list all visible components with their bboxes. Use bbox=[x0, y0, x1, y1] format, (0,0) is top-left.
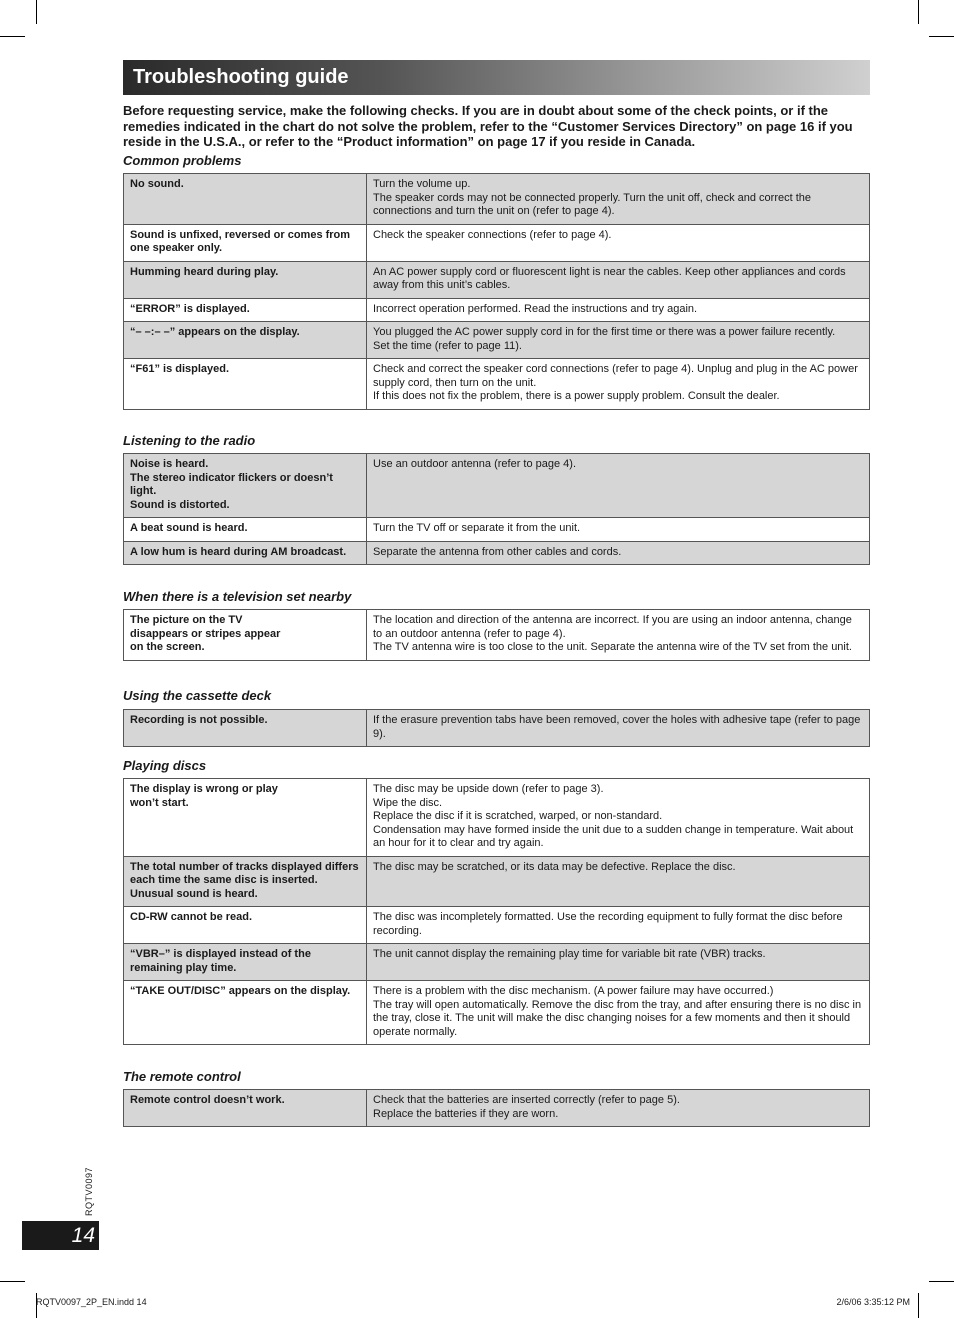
troubleshooting-table bbox=[123, 453, 870, 565]
section-title: The remote control bbox=[123, 1069, 241, 1084]
remedy-text: The location and direction of the antenna are incorrect. If you are using an indoor antenna, change to an outdoor antenna (refer to page 4). bbox=[373, 614, 852, 640]
problem-text: Unusual sound is heard. bbox=[130, 887, 258, 900]
section-title: Using the cassette deck bbox=[123, 688, 272, 703]
page-title: Troubleshooting guide bbox=[123, 60, 870, 95]
problem-text: “ERROR” is displayed. bbox=[130, 302, 250, 315]
remedy-text: Turn the volume up. bbox=[373, 178, 471, 190]
troubleshooting-table bbox=[123, 1089, 870, 1127]
problem-text: “– –:– –” appears on the display. bbox=[130, 326, 300, 338]
problem-cell bbox=[124, 454, 367, 518]
footer-file-name: RQTV0097_2P_EN.indd 14 bbox=[36, 1297, 147, 1307]
table-row bbox=[124, 261, 870, 298]
footer-timestamp: 2/6/06 3:35:12 PM bbox=[836, 1297, 910, 1307]
problem-text: The total number of tracks displayed differs each time the same disc is inserted. bbox=[130, 860, 359, 886]
remedy-text: Check that the batteries are inserted correctly (refer to page 5). bbox=[373, 1094, 680, 1106]
remedy-text: Condensation may have formed inside the unit due to a sudden change in temperature. Wait about an hour for it to clear and try again. bbox=[373, 823, 854, 849]
remedy-cell bbox=[367, 1090, 870, 1127]
troubleshooting-table bbox=[123, 609, 870, 661]
remedy-cell bbox=[367, 454, 870, 518]
problem-text: CD-RW cannot be read. bbox=[130, 911, 253, 923]
remedy-cell bbox=[367, 610, 870, 661]
problem-text: Humming heard during play. bbox=[130, 265, 279, 278]
remedy-cell bbox=[367, 907, 870, 944]
section-title: Listening to the radio bbox=[123, 433, 256, 448]
remedy-cell bbox=[367, 710, 870, 747]
table-row bbox=[124, 174, 870, 225]
remedy-text: Check the speaker connections (refer to page 4). bbox=[373, 228, 612, 241]
problem-cell bbox=[124, 779, 367, 857]
problem-cell bbox=[124, 298, 367, 322]
remedy-cell bbox=[367, 981, 870, 1045]
table-row bbox=[124, 541, 870, 565]
problem-cell bbox=[124, 710, 367, 747]
remedy-text: The disc may be upside down (refer to page 3). bbox=[373, 783, 604, 795]
problem-text: The picture on the TV bbox=[130, 614, 243, 626]
table-row bbox=[124, 1090, 870, 1127]
problem-text: Noise is heard. bbox=[130, 458, 209, 470]
problem-cell bbox=[124, 907, 367, 944]
crop-mark bbox=[929, 1281, 954, 1282]
problem-cell bbox=[124, 174, 367, 225]
remedy-cell bbox=[367, 518, 870, 542]
table-row bbox=[124, 856, 870, 907]
remedy-text: The disc was incompletely formatted. Use the recording equipment to fully format the disc before recording. bbox=[373, 911, 843, 937]
section-title: Common problems bbox=[123, 153, 242, 168]
problem-text: disappears or stripes appear bbox=[130, 627, 281, 640]
remedy-text: Check and correct the speaker cord connections (refer to page 4). Unplug and plug in the AC power supply cord, then turn on the unit. bbox=[373, 363, 858, 389]
remedy-cell bbox=[367, 359, 870, 410]
crop-mark bbox=[918, 1293, 919, 1318]
problem-cell bbox=[124, 518, 367, 542]
remedy-text: Replace the batteries if they are worn. bbox=[373, 1107, 559, 1120]
remedy-text: Replace the disc if it is scratched, warped, or non-standard. bbox=[373, 810, 663, 822]
problem-cell bbox=[124, 610, 367, 661]
troubleshooting-table bbox=[123, 709, 870, 747]
table-row bbox=[124, 224, 870, 261]
table-row bbox=[124, 907, 870, 944]
remedy-cell bbox=[367, 322, 870, 359]
problem-cell bbox=[124, 856, 367, 907]
remedy-text: The tray will open automatically. Remove the disc from the tray, and after ensuring there is no disc in the tray, close it. The unit will make the disc changing noises for a few moments and then it should operate normally. bbox=[373, 998, 862, 1038]
problem-cell bbox=[124, 1090, 367, 1127]
remedy-cell bbox=[367, 224, 870, 261]
problem-cell bbox=[124, 359, 367, 410]
table-row bbox=[124, 944, 870, 981]
section-title: When there is a television set nearby bbox=[123, 589, 352, 604]
crop-mark bbox=[0, 36, 25, 37]
table-row bbox=[124, 298, 870, 322]
page-number: 14 bbox=[22, 1221, 99, 1250]
problem-text: Remote control doesn’t work. bbox=[130, 1094, 285, 1106]
document-code: RQTV0097 bbox=[84, 1166, 94, 1216]
table-row bbox=[124, 359, 870, 410]
remedy-cell bbox=[367, 944, 870, 981]
problem-cell bbox=[124, 944, 367, 981]
crop-mark bbox=[918, 0, 919, 24]
problem-text: won’t start. bbox=[130, 796, 189, 809]
problem-text: No sound. bbox=[130, 178, 184, 190]
table-row bbox=[124, 454, 870, 518]
problem-cell bbox=[124, 261, 367, 298]
troubleshooting-table bbox=[123, 173, 870, 410]
table-row bbox=[124, 779, 870, 857]
problem-cell bbox=[124, 541, 367, 565]
table-row bbox=[124, 981, 870, 1045]
remedy-text: The unit cannot display the remaining play time for variable bit rate (VBR) tracks. bbox=[373, 948, 766, 960]
remedy-text: Use an outdoor antenna (refer to page 4). bbox=[373, 458, 577, 470]
table-row bbox=[124, 322, 870, 359]
remedy-text: Set the time (refer to page 11). bbox=[373, 339, 522, 352]
section-title: Playing discs bbox=[123, 758, 207, 773]
remedy-text: The TV antenna wire is too close to the unit. Separate the antenna wire of the TV set from the unit. bbox=[373, 641, 852, 653]
remedy-cell bbox=[367, 174, 870, 225]
remedy-text: There is a problem with the disc mechanism. (A power failure may have occurred.) bbox=[373, 985, 774, 997]
remedy-text: Wipe the disc. bbox=[373, 796, 443, 809]
problem-text: “TAKE OUT/DISC” appears on the display. bbox=[130, 985, 351, 997]
problem-cell bbox=[124, 981, 367, 1045]
remedy-text: Separate the antenna from other cables and cords. bbox=[373, 545, 622, 558]
problem-text: on the screen. bbox=[130, 641, 205, 653]
remedy-text: An AC power supply cord or fluorescent light is near the cables. Keep other appliances and cords away from this unit’s cables. bbox=[373, 265, 846, 291]
problem-text: A low hum is heard during AM broadcast. bbox=[130, 545, 347, 558]
problem-text: Recording is not possible. bbox=[130, 714, 268, 726]
problem-cell bbox=[124, 322, 367, 359]
problem-text: A beat sound is heard. bbox=[130, 522, 248, 534]
problem-text: “VBR–” is displayed instead of the remaining play time. bbox=[130, 948, 311, 974]
remedy-text: If this does not fix the problem, there is a power supply problem. Consult the dealer. bbox=[373, 390, 780, 402]
problem-text: Sound is unfixed, reversed or comes from one speaker only. bbox=[130, 228, 351, 254]
crop-mark bbox=[0, 1281, 25, 1282]
problem-text: “F61” is displayed. bbox=[130, 363, 230, 375]
problem-cell bbox=[124, 224, 367, 261]
remedy-text: If the erasure prevention tabs have been removed, cover the holes with adhesive tape (refer to page 9). bbox=[373, 714, 861, 740]
remedy-cell bbox=[367, 541, 870, 565]
remedy-text: You plugged the AC power supply cord in for the first time or there was a power failure recently. bbox=[373, 326, 836, 338]
remedy-text: The speaker cords may not be connected properly. Turn the unit off, check and correct the connections and turn the unit on (refer to page 4). bbox=[373, 191, 812, 217]
problem-text: The stereo indicator flickers or doesn’t light. bbox=[130, 471, 333, 497]
remedy-text: Turn the TV off or separate it from the unit. bbox=[373, 522, 581, 534]
remedy-cell bbox=[367, 261, 870, 298]
crop-mark bbox=[929, 36, 954, 37]
table-row bbox=[124, 610, 870, 661]
crop-mark bbox=[36, 0, 37, 24]
intro-paragraph: Before requesting service, make the following checks. If you are in doubt about some of the check points, or if the remedies indicated in the chart do not solve the problem, refer to the “Customer Services Directory” on page 16 if you reside in the U.S.A., or refer to the “Product information” on page 17 if you reside in Canada. bbox=[123, 103, 853, 149]
remedy-text: Incorrect operation performed. Read the instructions and try again. bbox=[373, 302, 698, 315]
problem-text: Sound is distorted. bbox=[130, 498, 230, 511]
remedy-cell bbox=[367, 856, 870, 907]
remedy-cell bbox=[367, 779, 870, 857]
remedy-cell bbox=[367, 298, 870, 322]
troubleshooting-table bbox=[123, 778, 870, 1045]
table-row bbox=[124, 710, 870, 747]
table-row bbox=[124, 518, 870, 542]
problem-text: The display is wrong or play bbox=[130, 783, 278, 795]
remedy-text: The disc may be scratched, or its data may be defective. Replace the disc. bbox=[373, 860, 736, 873]
